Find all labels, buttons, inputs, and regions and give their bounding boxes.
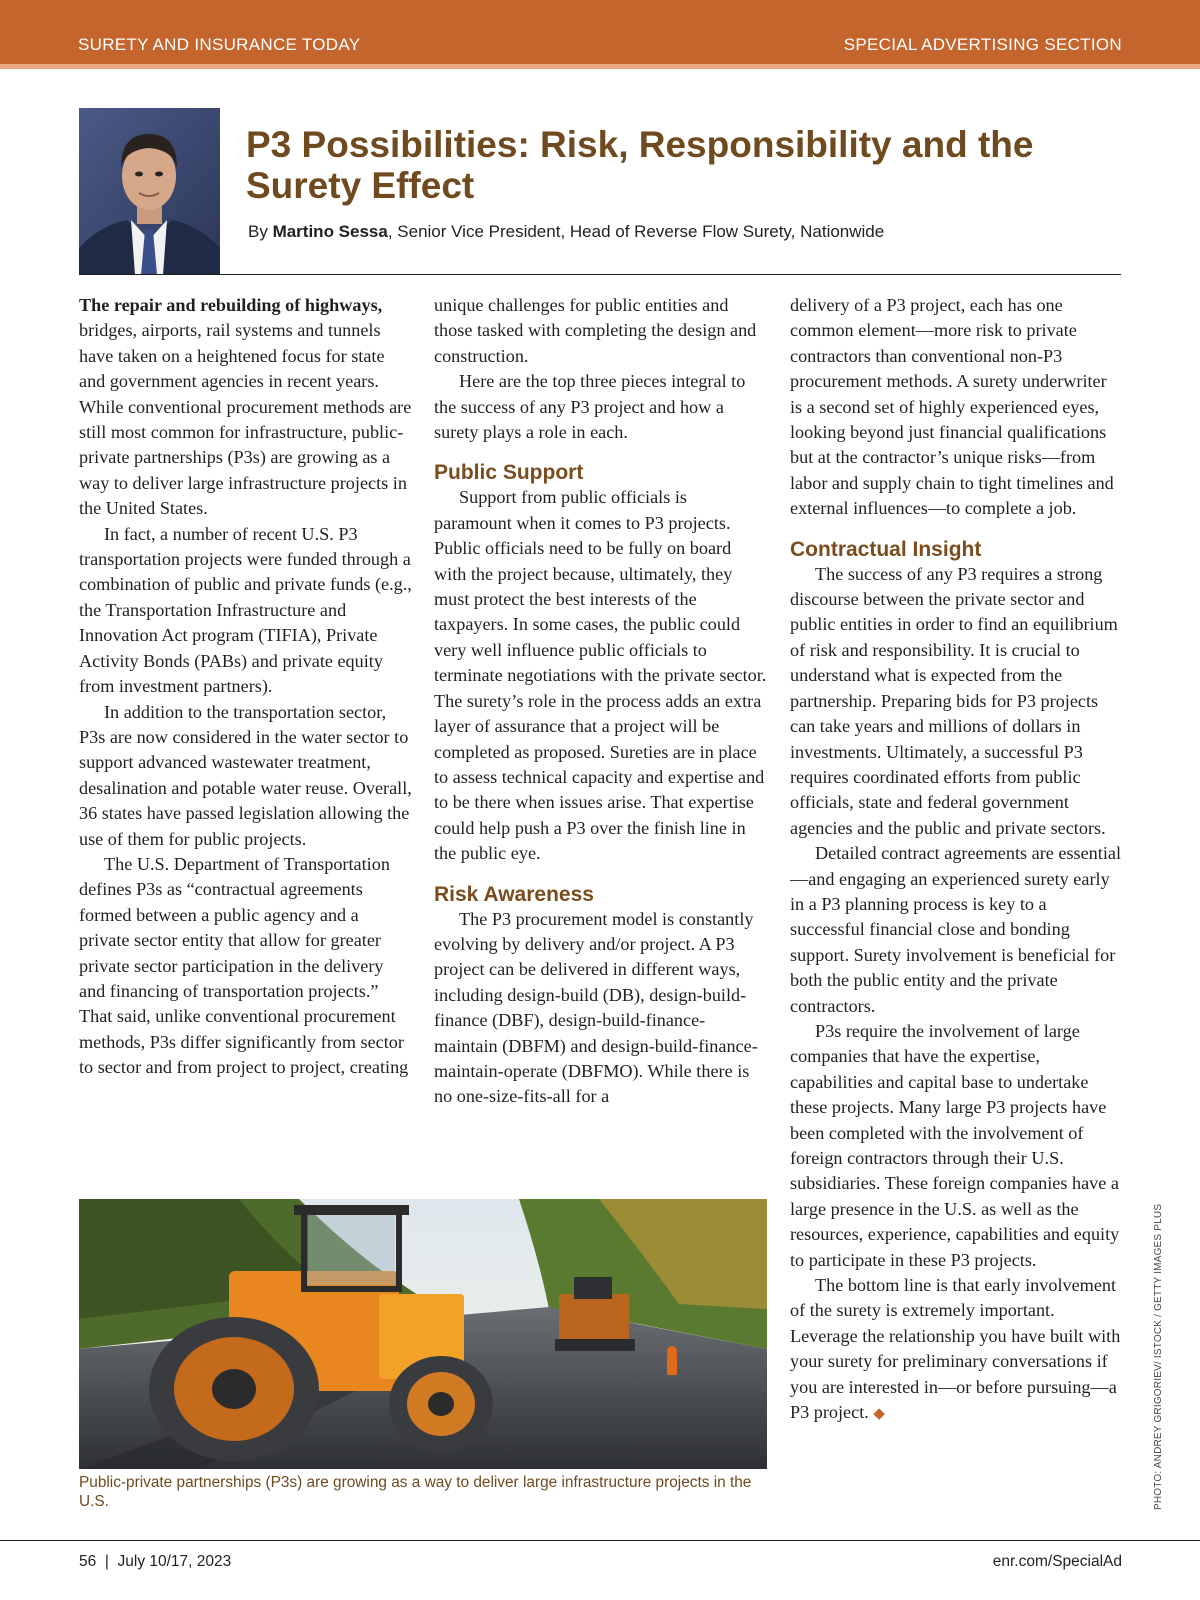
paragraph: Support from public officials is paramount when it comes to P3 projects. Public officials need to be fully on board with the project because, ultimately, they must protect the best interests of the taxpayers. In some cases, the public could very well influence public officials to terminate negotiations with the private sector. The surety’s role in the process adds an extra layer of assurance that a project will be completed as proposed. Sureties are in place to assess technical capacity and expertise and to be there when issues arise. That expertise could help push a P3 over the finish line in the public eye. bbox=[434, 487, 767, 864]
title-rule bbox=[79, 274, 1121, 275]
footer-url: enr.com/SpecialAd bbox=[992, 1553, 1122, 1570]
advertising-label: SPECIAL ADVERTISING SECTION bbox=[843, 35, 1122, 54]
paragraph: delivery of a P3 project, each has one common element—more risk to private contractors than conventional non-P3 procurement methods. A surety underwriter is a second set of highly experienced eyes, looking beyond just financial qualifications but at the contractor’s unique risks—from labor and supply chain to tight timelines and external influences—to complete a job. bbox=[790, 295, 1114, 519]
paragraph: In addition to the transportation sector, P3s are now considered in the water sector to support advanced wastewater treatment, desalination and potable water reuse. Overall, 36 states have passed legislation allowing the use of them for public projects. bbox=[79, 701, 412, 849]
author-headshot bbox=[79, 108, 220, 275]
paragraph: The success of any P3 requires a strong discourse between the private sector and public entities in order to find an equilibrium of risk and responsibility. It is crucial to understand what is expected from the partnership. Preparing bids for P3 projects can take years and millions of dollars in investments. Ultimately, a successful P3 requires coordinated efforts from public officials, state and federal government agencies and the public and private sectors. bbox=[790, 563, 1118, 838]
byline-prefix: By bbox=[248, 222, 273, 241]
column-2 bbox=[434, 293, 768, 1110]
subhead-risk-awareness: Risk Awareness bbox=[434, 882, 594, 906]
photo-caption: Public-private partnerships (P3s) are growing as a way to deliver large infrastructure projects in the U.S. bbox=[79, 1474, 752, 1510]
photo-credit: PHOTO: ANDREY GRIGORIEV/ ISTOCK / GETTY IMAGES PLUS bbox=[1153, 1203, 1164, 1510]
road-paving-photo bbox=[79, 1199, 767, 1469]
subhead-contractual-insight: Contractual Insight bbox=[790, 537, 982, 561]
column-1 bbox=[79, 293, 412, 1081]
paragraph: P3s require the involvement of large companies that have the expertise, capabilities and capital base to undertake these projects. Many large P3 projects have been completed with the involvement of foreign contractors through their U.S. subsidiaries. These foreign companies have a large presence in the U.S. as well as the resources, experience, capabilities and equity to participate in these P3 projects. bbox=[790, 1020, 1120, 1270]
lead-in: The repair and rebuilding of highways, bbox=[79, 295, 383, 315]
author-name: Martino Sessa bbox=[272, 222, 388, 241]
paragraph: Here are the top three pieces integral to the success of any P3 project and how a surety plays a role in each. bbox=[434, 371, 746, 443]
paragraph-text: bridges, airports, rail systems and tunnels have taken on a heightened focus for state and government agencies in recent years. While conventional procurement methods are still most common for infrastructure, public-private partnerships (P3s) are growing as a way to deliver large infrastructure projects in the United States. bbox=[79, 320, 412, 519]
paragraph: unique challenges for public entities and those tasked with completing the design and construction. bbox=[434, 295, 757, 366]
column-3 bbox=[790, 293, 1122, 1427]
paragraph: In fact, a number of recent U.S. P3 transportation projects were funded through a combination of public and private funds (e.g., the Transportation Infrastructure and Innovation Act program (TIFIA), Private Activity Bonds (PABs) and private equity from investment partners). bbox=[79, 523, 412, 697]
header-bar bbox=[0, 0, 1200, 64]
page-number: 56 bbox=[79, 1553, 97, 1570]
article-title: P3 Possibilities: Risk, Responsibility and the Surety Effect bbox=[246, 124, 1034, 206]
footer-rule bbox=[0, 1540, 1200, 1541]
author-role: , Senior Vice President, Head of Reverse Flow Surety, Nationwide bbox=[387, 222, 885, 241]
paragraph-text: The bottom line is that early involvement of the surety is extremely important. Leverage the relationship you have built with your surety for preliminary conversations if you are interested in—or before pursuing—a P3 project. bbox=[790, 1275, 1121, 1423]
section-name: SURETY AND INSURANCE TODAY bbox=[78, 35, 361, 54]
closing-paragraph bbox=[790, 1273, 1122, 1427]
paragraph: The U.S. Department of Transportation defines P3s as “contractual agreements formed between a public agency and a private sector entity that allow for greater private sector participation in the delivery and financing of transportation projects.” That said, unlike conventional procurement methods, P3s differ significantly from sector to sector and from project to project, creating bbox=[79, 853, 409, 1078]
byline bbox=[248, 222, 884, 242]
subhead-public-support: Public Support bbox=[434, 461, 584, 485]
paragraph: Detailed contract agreements are essential—and engaging an experienced surety early in a P3 planning process is key to a successful financial close and bonding support. Surety involvement is beneficial for both the public entity and the private contractors. bbox=[790, 843, 1121, 1016]
end-mark-icon: ◆ bbox=[873, 1406, 885, 1423]
lead-paragraph bbox=[79, 293, 412, 522]
issue-date: July 10/17, 2023 bbox=[117, 1553, 232, 1570]
paragraph: The P3 procurement model is constantly evolving by delivery and/or project. A P3 project can be delivered in different ways, including design-build (DB), design-build-finance (DBF), design-build-finance-maintain (DBFM) and design-build-finance-maintain-operate (DBFMO). While there is no one-size-fits-all for a bbox=[434, 908, 758, 1107]
header-accent-line bbox=[0, 64, 1200, 69]
footer-folio: 56 | July 10/17, 2023 bbox=[79, 1553, 232, 1570]
